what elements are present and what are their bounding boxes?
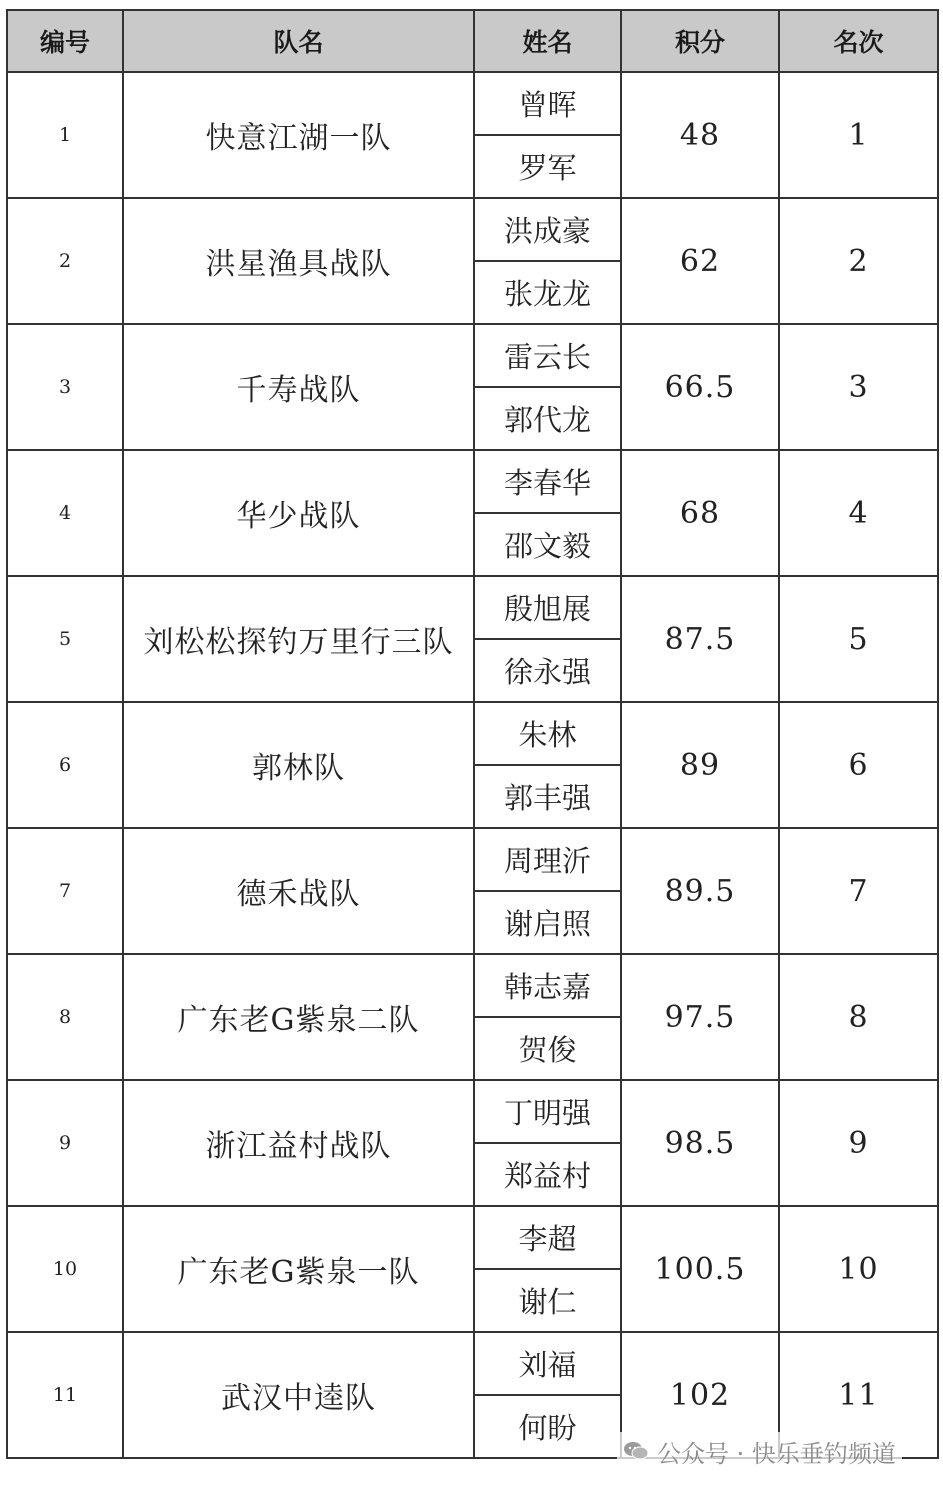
table-header — [7, 10, 938, 72]
member-name: 郭代龙 — [474, 387, 621, 450]
team-number: 3 — [7, 324, 123, 450]
member-name: 朱林 — [474, 702, 621, 765]
team-rank: 4 — [779, 450, 938, 576]
header-row — [7, 10, 938, 72]
header-team: 队名 — [123, 10, 474, 72]
member-name: 贺俊 — [474, 1017, 621, 1080]
team-rank: 10 — [779, 1206, 938, 1332]
member-name: 李超 — [474, 1206, 621, 1269]
header-number: 编号 — [7, 10, 123, 72]
team-rank: 3 — [779, 324, 938, 450]
member-name: 谢启照 — [474, 891, 621, 954]
member-name: 何盼 — [474, 1395, 621, 1458]
team-score: 62 — [621, 198, 779, 324]
header-score: 积分 — [621, 10, 779, 72]
team-number: 4 — [7, 450, 123, 576]
team-name: 德禾战队 — [123, 828, 474, 954]
team-rank: 8 — [779, 954, 938, 1080]
team-rank: 2 — [779, 198, 938, 324]
team-rank: 1 — [779, 72, 938, 198]
table-row — [7, 1332, 938, 1395]
watermark-text: 公众号 · 快乐垂钓频道 — [657, 1439, 896, 1468]
team-name: 千寿战队 — [123, 324, 474, 450]
team-name: 武汉中逵队 — [123, 1332, 474, 1458]
table-row — [7, 450, 938, 513]
header-rank: 名次 — [779, 10, 938, 72]
team-number: 5 — [7, 576, 123, 702]
ranking-table — [6, 9, 939, 1459]
team-name: 刘松松探钓万里行三队 — [123, 576, 474, 702]
member-name: 谢仁 — [474, 1269, 621, 1332]
team-score: 97.5 — [621, 954, 779, 1080]
team-score: 48 — [621, 72, 779, 198]
member-name: 殷旭展 — [474, 576, 621, 639]
header-name: 姓名 — [474, 10, 621, 72]
member-name: 刘福 — [474, 1332, 621, 1395]
member-name: 韩志嘉 — [474, 954, 621, 1017]
team-rank: 6 — [779, 702, 938, 828]
table-row — [7, 954, 938, 1017]
team-score: 102 — [621, 1332, 779, 1458]
team-number: 9 — [7, 1080, 123, 1206]
member-name: 罗军 — [474, 135, 621, 198]
team-score: 100.5 — [621, 1206, 779, 1332]
team-name: 洪星渔具战队 — [123, 198, 474, 324]
table-row — [7, 702, 938, 765]
table-row — [7, 198, 938, 261]
member-name: 邵文毅 — [474, 513, 621, 576]
member-name: 曾晖 — [474, 72, 621, 135]
team-number: 10 — [7, 1206, 123, 1332]
team-score: 89.5 — [621, 828, 779, 954]
member-name: 周理沂 — [474, 828, 621, 891]
team-name: 广东老G紫泉一队 — [123, 1206, 474, 1332]
member-name: 丁明强 — [474, 1080, 621, 1143]
team-name: 华少战队 — [123, 450, 474, 576]
table-body — [7, 72, 938, 1458]
member-name: 张龙龙 — [474, 261, 621, 324]
team-number: 2 — [7, 198, 123, 324]
team-number: 1 — [7, 72, 123, 198]
table-row — [7, 1206, 938, 1269]
team-rank: 5 — [779, 576, 938, 702]
table-row — [7, 72, 938, 135]
table-row — [7, 576, 938, 639]
watermark — [617, 1432, 902, 1470]
team-number: 8 — [7, 954, 123, 1080]
table-row — [7, 828, 938, 891]
team-score: 87.5 — [621, 576, 779, 702]
team-rank: 11 — [779, 1332, 938, 1458]
team-score: 89 — [621, 702, 779, 828]
team-rank: 9 — [779, 1080, 938, 1206]
team-name: 郭林队 — [123, 702, 474, 828]
team-name: 浙江益村战队 — [123, 1080, 474, 1206]
member-name: 徐永强 — [474, 639, 621, 702]
team-number: 6 — [7, 702, 123, 828]
team-rank: 7 — [779, 828, 938, 954]
team-name: 广东老G紫泉二队 — [123, 954, 474, 1080]
member-name: 李春华 — [474, 450, 621, 513]
table-row — [7, 1080, 938, 1143]
team-score: 66.5 — [621, 324, 779, 450]
member-name: 雷云长 — [474, 324, 621, 387]
table-row — [7, 324, 938, 387]
team-number: 7 — [7, 828, 123, 954]
team-score: 98.5 — [621, 1080, 779, 1206]
member-name: 洪成豪 — [474, 198, 621, 261]
team-number: 11 — [7, 1332, 123, 1458]
team-score: 68 — [621, 450, 779, 576]
team-name: 快意江湖一队 — [123, 72, 474, 198]
member-name: 郭丰强 — [474, 765, 621, 828]
wechat-icon — [623, 1441, 649, 1461]
member-name: 郑益村 — [474, 1143, 621, 1206]
